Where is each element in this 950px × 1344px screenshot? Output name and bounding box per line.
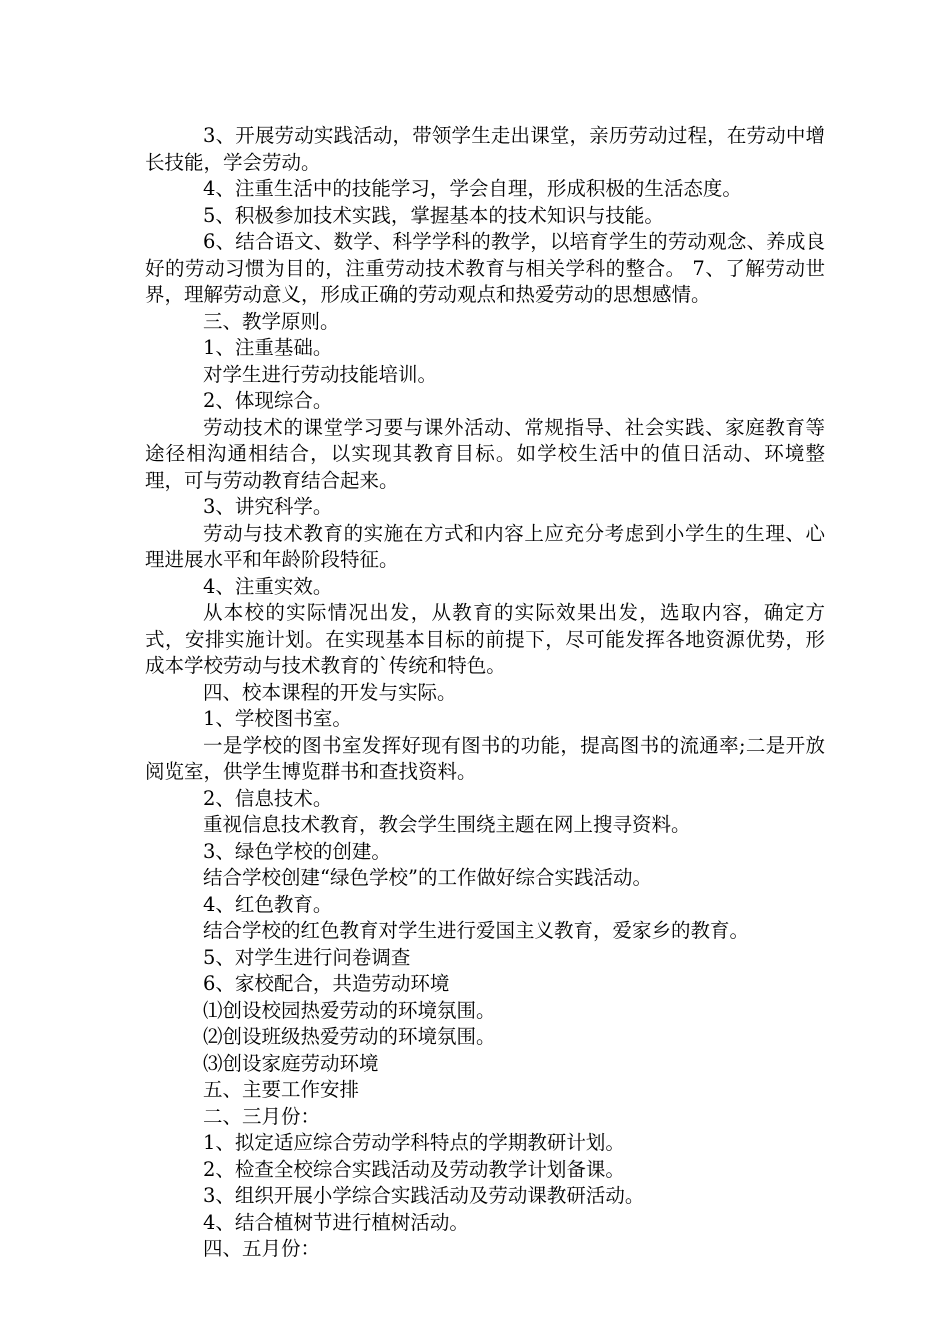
subheading: 4、注重实效。 [203,574,333,598]
list-item: ⑵创设班级热爱劳动的环境氛围。 [203,1025,496,1048]
paragraph: 劳动技术的课堂学习要与课外活动、常规指导、社会实践、家庭教育等途径相沟通相结合，以实现其教育目标。如学校生活中的值日活动、环境整理，可与劳动教育结合起来。 [145,415,825,492]
paragraph: 重视信息技术教育，教会学生围绕主题在网上搜寻资料。 [203,813,691,836]
list-item: 4、结合植树节进行植树活动。 [203,1210,469,1234]
subheading: 二、三月份： [203,1104,321,1128]
paragraph: 从本校的实际情况出发，从教育的实际效果出发，选取内容，确定方式，安排实施计划。在实现基本目标的前提下，尽可能发挥各地资源优势，形成本学校劳动与技术教育的`传统和特色。 [145,601,825,677]
paragraph: 6、结合语文、数学、科学学科的教学，以培育学生的劳动观念、养成良好的劳动习惯为目的，注重劳动技术教育与相关学科的整合。 7、了解劳动世界，理解劳动意义，形成正确的劳动观点和热爱劳动的思想感情。 [145,230,825,306]
document-body [145,123,825,1263]
subheading: 1、注重基础。 [203,336,333,359]
list-item: 3、组织开展小学综合实践活动及劳动课教研活动。 [203,1184,645,1207]
section-heading: 五、主要工作安排 [203,1078,360,1101]
paragraph: 3、开展劳动实践活动，带领学生走出课堂，亲历劳动过程，在劳动中增长技能，学会劳动。 [145,124,825,174]
subheading: 1、学校图书室。 [203,707,352,730]
subheading: 3、绿色学校的创建。 [203,839,391,863]
paragraph: 结合学校的红色教育对学生进行爱国主义教育，爱家乡的教育。 [203,919,750,942]
list-item: ⑶创设家庭劳动环境 [203,1051,379,1075]
subheading: 6、家校配合，共造劳动环境 [203,972,450,995]
list-item: 2、检查全校综合实践活动及劳动教学计划备课。 [203,1157,625,1181]
paragraph: 对学生进行劳动技能培训。 [203,362,438,386]
subheading: 5、对学生进行问卷调查 [203,945,411,969]
paragraph: 一是学校的图书室发挥好现有图书的功能，提高图书的流通率;二是开放阅览室，供学生博览群书和查找资料。 [145,733,825,783]
list-item: ⑴创设校园热爱劳动的环境氛围。 [203,998,496,1022]
paragraph: 5、积极参加技术实践，掌握基本的技术知识与技能。 [203,203,664,227]
section-heading: 四、校本课程的开发与实际。 [203,680,457,704]
subheading: 2、体现综合。 [203,389,333,412]
paragraph: 劳动与技术教育的实施在方式和内容上应充分考虑到小学生的生理、心理进展水平和年龄阶段特征。 [145,521,825,571]
subheading: 四、五月份： [203,1237,321,1260]
paragraph: 结合学校创建“绿色学校”的工作做好综合实践活动。 [203,866,652,889]
paragraph: 4、注重生活中的技能学习，学会自理，形成积极的生活态度。 [203,177,742,200]
subheading: 2、信息技术。 [203,786,333,810]
subheading: 4、红色教育。 [203,892,333,916]
section-heading: 三、教学原则。 [203,309,340,333]
subheading: 3、讲究科学。 [203,495,333,518]
list-item: 1、拟定适应综合劳动学科特点的学期教研计划。 [203,1131,625,1154]
